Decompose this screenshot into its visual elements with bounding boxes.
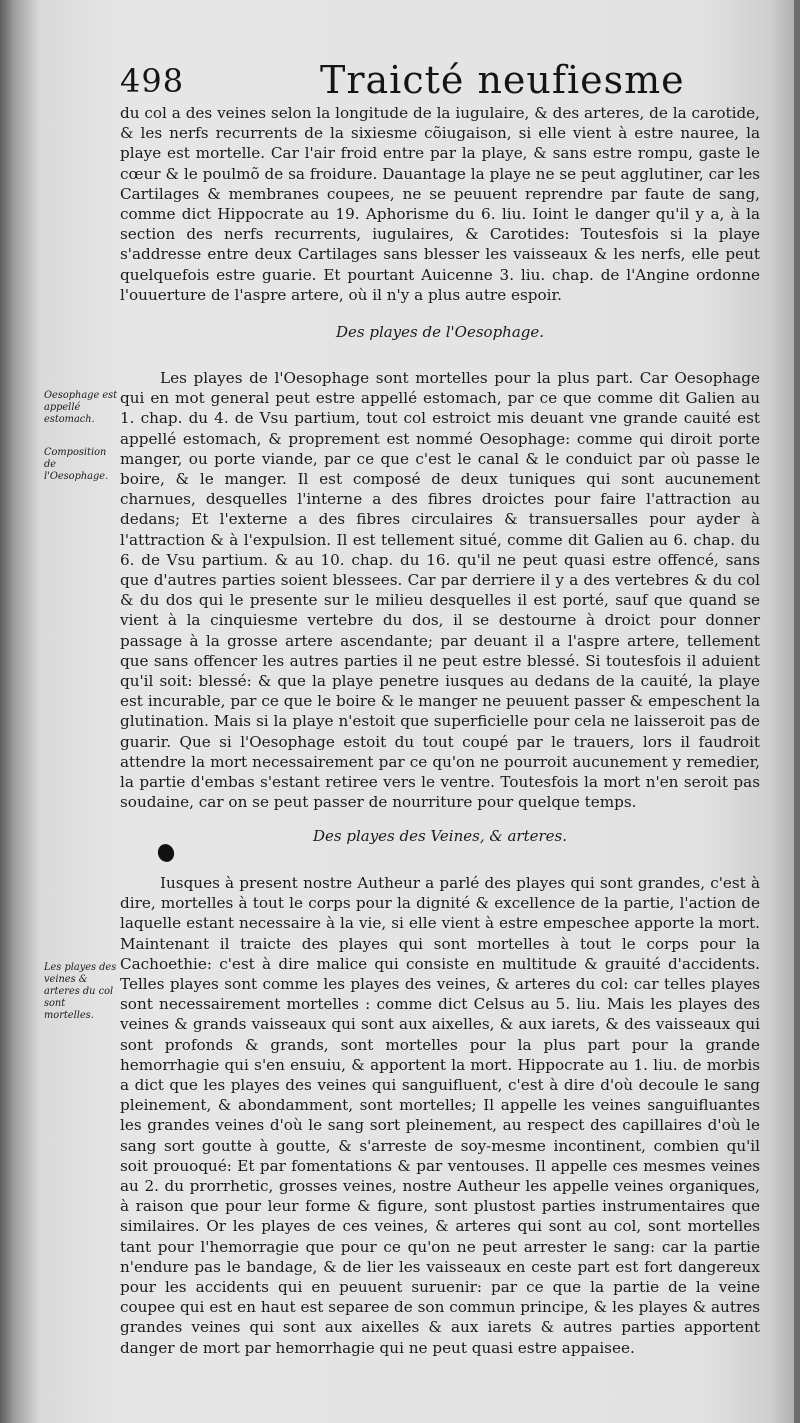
- section-heading-oesophagus: Des playes de l'Oesophage.: [335, 323, 545, 341]
- page-number: 498: [120, 62, 185, 100]
- margin-note-composition: Composition de l'Oesophage.: [44, 447, 109, 482]
- section-heading-veins-arteries: Des playes des Veines, & arteres.: [312, 827, 568, 845]
- paragraph-oesophagus-wounds: Les playes de l'Oesophage sont mortelles pour la plus part. Car Oesophage qui en mot general peut estre appellé estomach, par ce que comme dit Galien au 1. chap. du 4. de Vsu partium, tout col estroict mis deuant vne grande cauité est appellé estomach, & proprement est nommé Oesophage: comme qui diroit porte manger, ou porte viande, par ce que c'est le canal & le conduict par où passe le boire, & le manger. Il est composé de deux tuniques qui sont aucunement charnues, desquelles l'interne a des fibres droictes pour faire l'attraction au dedans; Et l'externe a des fibres circulaires & transuersalles pour ayder à l'attraction & à l'expulsion. Il est tellement situé, comme dit Galien au 6. chap. du 6. de Vsu partium. & au 10. chap. du 16. qu'il ne peut quasi estre offencé, sans que d'autres parties soient blessees. Car par derriere il y a des vertebres & du col & du dos qui le presente sur le milieu desquelles il est porté, sauf que quand se vient à la cinquiesme vertebre du dos, il se destourne à droict pour donner passage à la grosse artere ascendante; par deuant il a l'aspre artere, tellement que sans offencer les autres parties il ne peut estre blessé. Si toutesfois il aduient qu'il soit: blessé: & que la playe penetre iusques au dedans de la cauité, la playe est incurable, par ce que le boire & le manger ne peuuent passer & empeschent la glutination. Mais si la playe n'estoit que superficielle pour cela ne laisseroit pas de guarir. Que si l'Oesophage estoit du tout coupé par le trauers, lors il faudroit attendre la mort necessairement par ce qu'on ne pourroit aucunement y remedier, la partie d'embas s'estant retiree vers le ventre. Toutesfois la mort n'en seroit pas soudaine, car on se peut passer de nourriture pour quelque temps.: [120, 369, 760, 812]
- page-header: [120, 58, 760, 108]
- ink-blot: [155, 842, 176, 864]
- margin-note-neck-vessels: Les playes des veines & arteres du col sont mortelles.: [44, 962, 117, 1021]
- paragraph-vein-wounds: Iusques à present nostre Autheur a parlé des playes qui sont grandes, c'est à dire, mortelles à tout le corps pour la dignité & excellence de la partie, l'action de laquelle estant necessaire à la vie, si elle vient à estre empeschee apporte la mort. Maintenant il traicte des playes qui sont mortelles à tout le corps pour la Cachoethie: c'est à dire malice qui consiste en multitude & grauité d'accidents. Telles playes sont comme les playes des veines, & arteres du col: car telles playes sont necessairement mortelles : comme dict Celsus au 5. liu. Mais les playes des veines & grands vaisseaux qui sont aux aixelles, & aux iarets, & des vaisseaux qui sont profonds & grands, sont mortelles pour la plus part pour la grande hemorrhagie qui s'en ensuiu, & apportent la mort. Hippocrate au 1. liu. de morbis a dict que les playes des veines qui sanguifluent, c'est à dire d'où decoule le sang pleinement, & abondamment, sont mortelles; Il appelle les veines sanguifluantes les grandes veines d'où le sang sort pleinement, au respect des capillaires d'où le sang sort goutte à goutte, & s'arreste de soy-mesme incontinent, combien qu'il soit prouoqué: Et par fomentations & par ventouses. Il appelle ces mesmes veines au 2. du prorrhetic, grosses veines, nostre Autheur les appelle veines organiques, à raison que pour leur forme & figure, sont plustost parties instrumentaires que similaires. Or les playes de ces veines, & arteres qui sont au col, sont mortelles tant pour l'hemorragie que pour ce qu'on ne peut arrester le sang: car la partie n'endure pas le bandage, & de lier les vaisseaux en ceste part est fort dangereux pour les accidents qui en peuuent suruenir: par ce que la partie de la veine coupee qui est en haut est separee de son commun principe, & les playes & autres grandes veines qui sont aux aixelles & aux iarets & autres parties apportent danger de mort par hemorrhagie qui ne peut quasi estre appaisee.: [120, 874, 760, 1357]
- paragraph-larynx-wounds: du col a des veines selon la longitude de la iugulaire, & des arteres, de la carotide, & les nerfs recurrents de la sixiesme cõiugaison, si elle vient à estre nauree, la playe est mortelle. Car l'air froid entre par la playe, & sans estre rompu, gaste le cœur & le poulmõ de sa froidure. Dauantage la playe ne se peut agglutiner, car les Cartilages & membranes coupees, ne se peuuent reprendre par faute de sang, comme dict Hippocrate au 19. Aphorisme du 6. liu. Ioint le danger qu'il y a, à la section des nerfs recurrents, iugulaires, & Carotides: Toutesfois si la playe s'addresse entre deux Cartilages sans blesser les vaisseaux & les nerfs, elle peut quelquefois estre guarie. Et pourtant Auicenne 3. liu. chap. de l'Angine ordonne l'ouuerture de l'aspre artere, où il n'y a plus autre espoir.: [120, 104, 760, 304]
- margin-note-estomach: Oesophage est appellé estomach.: [44, 390, 118, 425]
- running-title: Traicté neufiesme: [320, 58, 685, 102]
- scan-edge-shadow: [794, 0, 800, 1423]
